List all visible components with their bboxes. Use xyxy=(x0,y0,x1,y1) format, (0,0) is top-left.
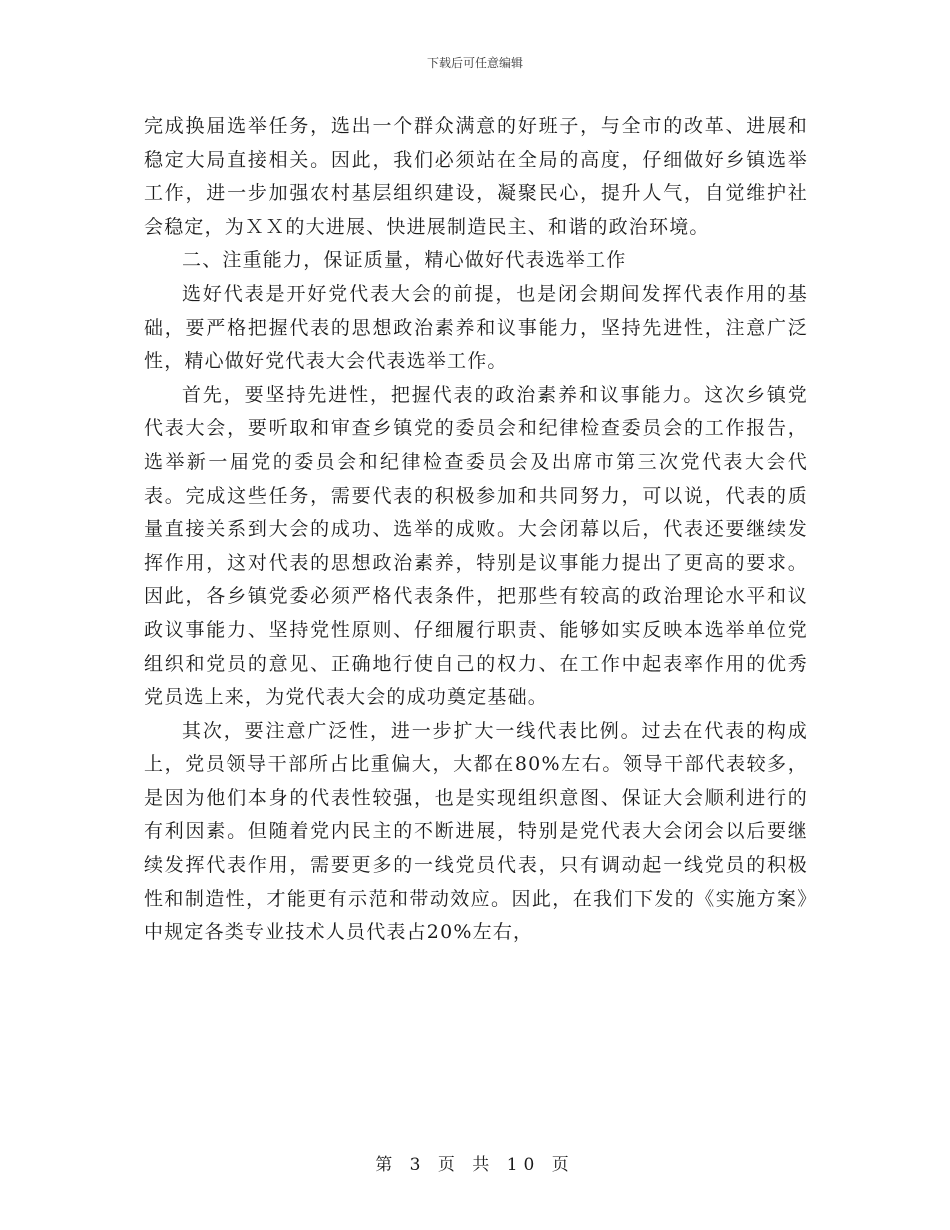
paragraph-2: 选好代表是开好党代表大会的前提，也是闭会期间发挥代表作用的基础，要严格把握代表的思想政治素养和议事能力，坚持先进性，注意广泛性，精心做好党代表大会代表选举工作。 xyxy=(144,282,808,373)
section-heading: 二、注重能力，保证质量，精心做好代表选举工作 xyxy=(182,249,627,272)
paragraph-1: 完成换届选举任务，选出一个群众满意的好班子，与全市的改革、进展和稳定大局直接相关。因此，我们必须站在全局的高度，仔细做好乡镇选举工作，进一步加强农村基层组织建设，凝聚民心，提升人气，自觉维护社会稳定，为ＸＸ的大进展、快进展制造民主、和谐的政治环境。 xyxy=(144,115,808,238)
document-body xyxy=(144,110,808,950)
page-number-footer: 第 3 页 共 10 页 xyxy=(375,1155,575,1175)
paragraph-4: 其次，要注意广泛性，进一步扩大一线代表比例。过去在代表的构成上，党员领导干部所占比重偏大，大都在80%左右。领导干部代表较多，是因为他们本身的代表性较强，也是实现组织意图、保证大会顺利进行的有利因素。但随着党内民主的不断进展，特别是党代表大会闭会以后要继续发挥代表作用，需要更多的一线党员代表，只有调动起一线党员的积极性和制造性，才能更有示范和带动效应。因此，在我们下发的《实施方案》中规定各类专业技术人员代表占20%左右， xyxy=(144,719,808,944)
page-header: 下载后可任意编辑 xyxy=(426,56,523,70)
paragraph-3: 首先，要坚持先进性，把握代表的政治素养和议事能力。这次乡镇党代表大会，要听取和审查乡镇党的委员会和纪律检查委员会的工作报告，选举新一届党的委员会和纪律检查委员会及出席市第三次党代表大会代表。完成这些任务，需要代表的积极参加和共同努力，可以说，代表的质量直接关系到大会的成功、选举的成败。大会闭幕以后，代表还要继续发挥作用，这对代表的思想政治素养，特别是议事能力提出了更高的要求。因此，各乡镇党委必须严格代表条件，把那些有较高的政治理论水平和议政议事能力、坚持党性原则、仔细履行职责、能够如实反映本选举单位党组织和党员的意见、正确地行使自己的权力、在工作中起表率作用的优秀党员选上来，为党代表大会的成功奠定基础。 xyxy=(144,383,808,709)
